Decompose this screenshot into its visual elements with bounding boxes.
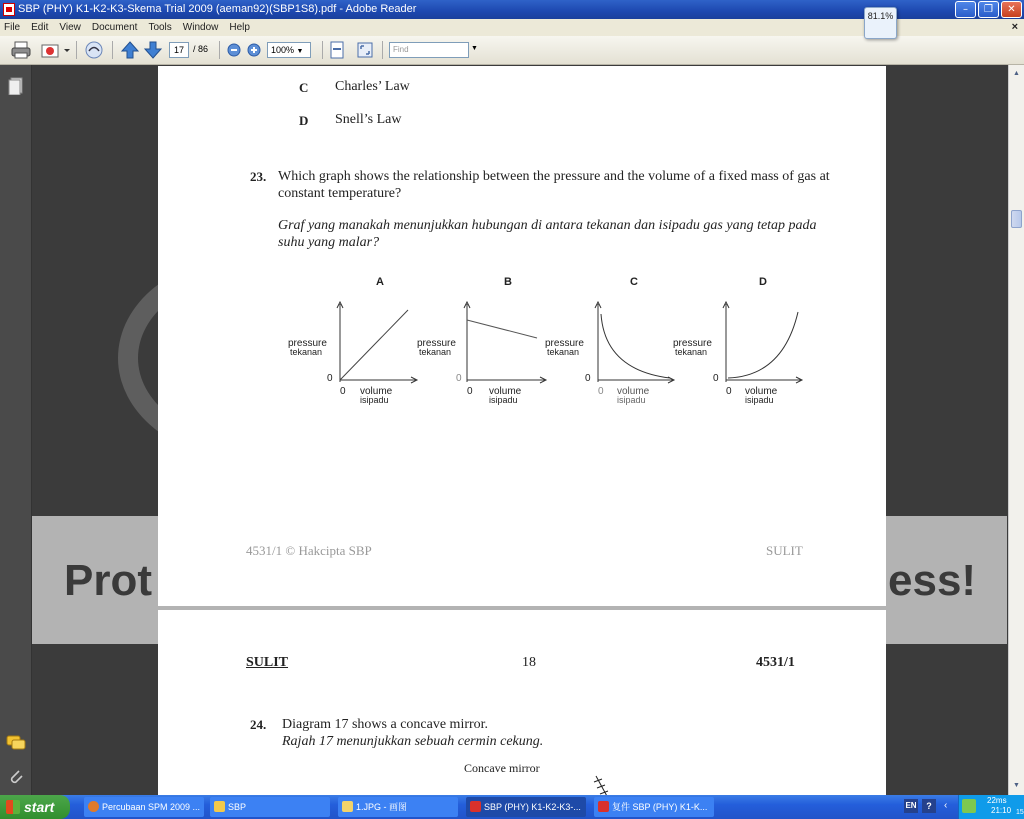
pdf-page-17	[158, 66, 886, 606]
help-icon[interactable]: ?	[922, 799, 936, 813]
graph-label-d: D	[759, 276, 767, 288]
task-label: 1.JPG - 画图	[356, 802, 408, 812]
toolbar-separator	[322, 41, 323, 59]
page-header-number: 18	[522, 655, 536, 670]
page-footer-sulit: SULIT	[766, 543, 803, 558]
folder-icon	[214, 801, 225, 812]
maximize-button[interactable]: ❐	[978, 1, 999, 18]
firefox-icon	[88, 801, 99, 812]
x-axis	[340, 377, 417, 383]
minimize-button[interactable]: –	[955, 1, 976, 18]
y-axis-label: pressure	[673, 338, 712, 349]
graph-a-line	[340, 310, 408, 380]
scrollbar-thumb[interactable]	[1011, 210, 1022, 228]
page-number-input[interactable]	[169, 42, 189, 58]
x-axis-label: volume	[617, 386, 650, 397]
document-close-icon[interactable]: ×	[1011, 21, 1018, 33]
pdf-icon	[470, 801, 481, 812]
paint-icon	[342, 801, 353, 812]
origin-label: 0	[340, 386, 346, 397]
question-text-malay: Rajah 17 menunjukkan sebuah cermin cekung.	[282, 734, 544, 749]
origin-label: 0	[713, 373, 719, 384]
x-axis	[726, 377, 802, 383]
watermark-text-left: Prot	[64, 556, 152, 605]
option-text: Charles’ Law	[335, 79, 410, 94]
scroll-up-icon[interactable]: ▲	[1013, 70, 1020, 77]
x-axis	[598, 377, 674, 383]
x-axis	[467, 377, 546, 383]
option-letter: C	[299, 80, 309, 95]
x-axis-label: volume	[360, 386, 393, 397]
origin-label: 0	[726, 386, 732, 397]
close-button[interactable]: ✕	[1001, 1, 1022, 18]
x-axis-label: volume	[745, 386, 778, 397]
graph-c-curve	[601, 314, 670, 378]
taskbar	[0, 795, 1024, 819]
menu-edit[interactable]: Edit	[31, 22, 49, 33]
pdf-app-icon	[3, 3, 15, 16]
y-axis-label-malay: tekanan	[675, 347, 708, 357]
diagram-label: Concave mirror	[464, 761, 540, 775]
option-letter: D	[299, 113, 309, 128]
show-hidden-icons-chevron-icon[interactable]: ‹	[944, 800, 948, 811]
ping-indicator: 22ms	[987, 796, 1007, 805]
vertical-scrollbar[interactable]	[1008, 65, 1024, 795]
graph-label-c: C	[630, 276, 638, 288]
navigation-pane	[0, 65, 32, 795]
pdf-page-18	[158, 610, 886, 800]
zoom-tooltip-text: 81.1%	[867, 11, 894, 21]
language-indicator[interactable]: EN	[904, 799, 918, 813]
taskbar-item-paint[interactable]	[338, 797, 458, 817]
question-text: Which graph shows the relationship between the pressure and the volume of a fixed mass of gas at constant temperature?	[278, 169, 830, 201]
zoom-tooltip	[864, 7, 897, 39]
full-screen-icon[interactable]	[356, 40, 374, 60]
taskbar-item-adobe-reader-active[interactable]	[466, 797, 586, 817]
menu-tools[interactable]: Tools	[148, 22, 172, 33]
y-axis	[595, 302, 601, 382]
pages-panel-icon[interactable]	[8, 77, 24, 95]
toolbar-separator	[219, 41, 220, 59]
graph-label-a: A	[376, 276, 384, 288]
toolbar-separator	[76, 41, 77, 59]
graph-b-line	[467, 320, 537, 338]
window-title: SBP (PHY) K1-K2-K3-Skema Trial 2009 (aeman92)(SBP1S8).pdf - Adobe Reader	[18, 3, 417, 15]
graph-b-plot	[417, 300, 552, 410]
watermark-text-right: ess!	[888, 556, 977, 605]
question-text: Diagram 17 shows a concave mirror.	[282, 717, 489, 732]
origin-label: 0	[598, 386, 604, 397]
toolbar-separator	[112, 41, 113, 59]
y-axis	[337, 302, 343, 382]
taskbar-item-folder[interactable]	[210, 797, 330, 817]
x-axis-label: volume	[489, 386, 522, 397]
y-axis-label-malay: tekanan	[419, 347, 452, 357]
previous-page-icon[interactable]	[120, 40, 140, 60]
graph-b	[417, 300, 552, 410]
y-axis-label-malay: tekanan	[290, 347, 323, 357]
y-axis-label: pressure	[288, 338, 327, 349]
taskbar-item-adobe-reader-copy[interactable]	[594, 797, 714, 817]
hand-tool-icon[interactable]	[82, 40, 106, 60]
task-label: Percubaan SPM 2009 ...	[102, 802, 201, 812]
page-header-sulit: SULIT	[246, 655, 289, 670]
question-number: 23.	[250, 169, 267, 184]
next-page-icon[interactable]	[143, 40, 163, 60]
task-label: SBP (PHY) K1-K2-K3-...	[484, 802, 581, 812]
menu-view[interactable]: View	[59, 22, 81, 33]
y-axis-label: pressure	[417, 338, 456, 349]
tray-small-value: 15	[1016, 809, 1024, 816]
pdf-icon	[598, 801, 609, 812]
y-axis	[723, 302, 729, 382]
menu-document[interactable]: Document	[91, 22, 138, 33]
menu-file[interactable]: File	[4, 22, 21, 33]
taskbar-item-firefox[interactable]	[84, 797, 204, 817]
clock[interactable]: 21:10	[991, 806, 1012, 815]
start-button[interactable]	[0, 795, 70, 819]
graph-a-plot	[288, 300, 423, 410]
graph-d-plot	[673, 300, 808, 410]
option-text: Snell’s Law	[335, 112, 402, 127]
network-icon[interactable]	[962, 799, 976, 813]
system-tray	[958, 795, 1024, 819]
menu-help[interactable]: Help	[229, 22, 250, 33]
current-page-value: 17	[173, 45, 184, 55]
graph-c	[545, 300, 680, 410]
email-icon[interactable]	[40, 40, 70, 60]
graph-label-b: B	[504, 276, 512, 288]
y-axis-label-malay: tekanan	[547, 347, 580, 357]
total-pages: / 86	[193, 44, 209, 54]
task-label: 复件 SBP (PHY) K1-K...	[612, 802, 708, 812]
windows-logo-icon	[6, 800, 20, 814]
find-options-chevron-icon[interactable]: ▼	[471, 45, 478, 52]
origin-label: 0	[467, 386, 473, 397]
task-label: SBP	[228, 802, 247, 812]
chevron-down-icon: ▼	[296, 48, 304, 55]
attachments-icon[interactable]	[7, 767, 25, 785]
comments-icon[interactable]	[6, 735, 26, 751]
origin-label: 0	[456, 373, 462, 384]
graph-a	[288, 300, 423, 410]
x-axis-label-malay: isipadu	[360, 395, 389, 405]
start-label: start	[24, 799, 55, 815]
origin-label: 0	[585, 373, 591, 384]
graph-c-plot	[545, 300, 680, 410]
zoom-level-value: 100%	[271, 45, 295, 55]
window-controls	[955, 1, 1022, 18]
zoom-out-icon[interactable]	[226, 40, 242, 60]
scroll-down-icon[interactable]: ▼	[1013, 782, 1020, 789]
graph-d-curve	[728, 312, 798, 378]
print-icon[interactable]	[10, 40, 32, 60]
page-header-code: 4531/1	[756, 655, 795, 670]
toolbar-separator	[382, 41, 383, 59]
question-text-malay: Graf yang manakah menunjukkan hubungan di antara tekanan dan isipadu gas yang tetap pada suhu yang malar?	[278, 218, 817, 250]
x-axis-label-malay: isipadu	[617, 395, 646, 405]
y-axis-label: pressure	[545, 338, 584, 349]
question-number: 24.	[250, 717, 267, 732]
x-axis-label-malay: isipadu	[745, 395, 774, 405]
menu-window[interactable]: Window	[182, 22, 219, 33]
toolbar	[0, 36, 1024, 65]
y-axis	[464, 302, 470, 382]
find-input[interactable]	[389, 42, 469, 58]
zoom-level-select[interactable]	[267, 42, 311, 58]
find-placeholder: Find	[393, 45, 409, 54]
page-footer-copyright: 4531/1 © Hakcipta SBP	[246, 543, 372, 558]
fit-page-icon[interactable]	[328, 40, 346, 60]
origin-label: 0	[327, 373, 333, 384]
graph-d	[673, 300, 808, 410]
x-axis-label-malay: isipadu	[489, 395, 518, 405]
zoom-in-icon[interactable]	[246, 40, 262, 60]
